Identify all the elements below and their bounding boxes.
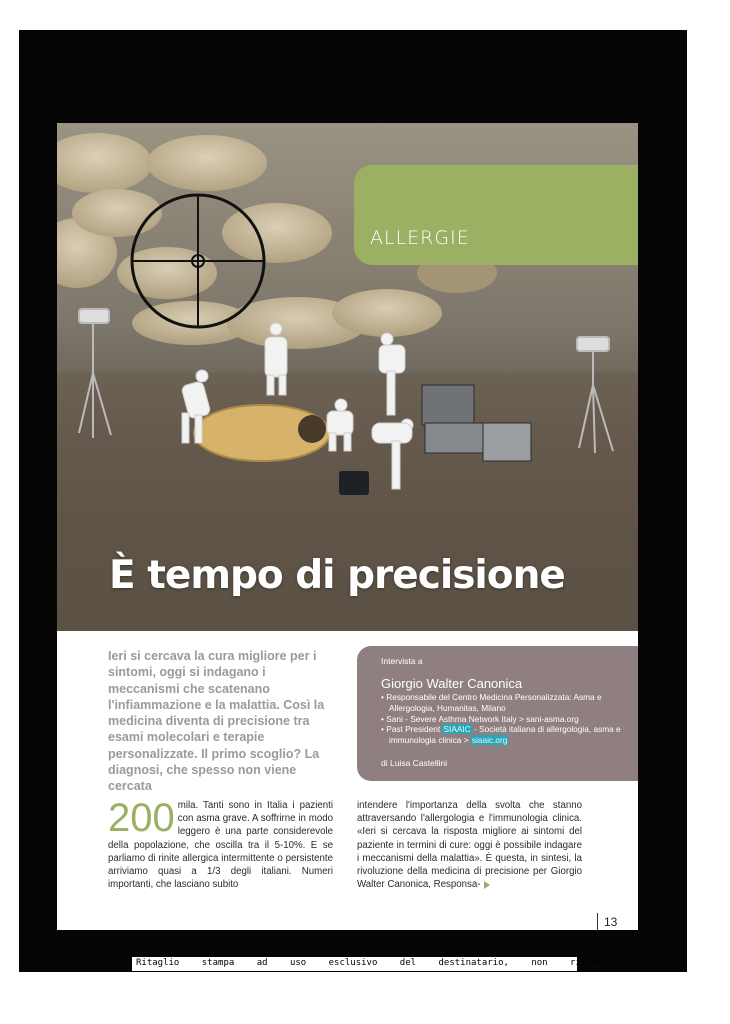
interview-box	[357, 646, 638, 781]
body-column-left	[108, 796, 333, 891]
role-item-past-president	[381, 724, 631, 746]
continue-arrow-icon	[484, 881, 490, 889]
role-item: • Sani - Severe Asthma Network Italy > sani-asma.org	[381, 713, 579, 724]
cover-photo	[57, 123, 638, 631]
crosshair-icon	[132, 195, 264, 327]
body-column-right	[357, 799, 582, 891]
siaaic-url-link[interactable]: siaaic.org	[471, 735, 508, 746]
siaaic-link[interactable]: SIAAIC	[443, 724, 471, 735]
drop-cap-number: 200	[108, 796, 175, 840]
category-tab	[354, 165, 638, 265]
byline: di Luisa Castellini	[381, 758, 448, 768]
interviewee-name: Giorgio Walter Canonica	[381, 676, 523, 691]
clipping-notice: Ritaglio stampa ad uso esclusivo del destinatario, non riproducibile.	[136, 958, 646, 968]
interview-intro: Intervista a	[381, 656, 423, 666]
page-number: 13	[604, 915, 618, 929]
page-number-rule	[597, 913, 598, 930]
role-item: • Responsabile del Centro Medicina Personalizzata: Asma e Allergologia, Humanitas, Milano	[381, 692, 602, 713]
interviewee-roles	[381, 692, 631, 746]
past-president-label: • Past President	[381, 724, 443, 735]
headline: È tempo di precisione	[109, 553, 565, 598]
siaaic-description: - Società italiana di allergologia, asma e immunologia clinica >	[389, 724, 621, 746]
magazine-page	[57, 123, 638, 930]
standfirst: Ieri si cercava la cura migliore per i sintomi, oggi si indagano i meccanismi che scatenano l'infiammazione e la malattia. Così la medicina diventa di precisione tra esami molecolari e terapie personalizzate. Il primo scoglio? La diagnosi, che spesso non viene cercata	[108, 649, 325, 794]
clipping-footer	[132, 957, 646, 971]
body-text-right: intendere l'importanza della svolta che stanno attraversando l'allergologia e l'immunologia clinica. «Ieri si cercava la risposta migliore ai sintomi del paziente in termini di cure: oggi è possibile indagare i meccanismi della malattia». È questa, in sintesi, la rivoluzione della medicina di precisione per Giorgio Walter Canonica, Responsa-	[357, 800, 582, 891]
category-label: ALLERGIE	[370, 227, 470, 249]
body-text-left: mila. Tanti sono in Italia i pazienti con asma grave. A soffrirne in modo leggero è una parte considerevole della popolazione, che oscilla tra il 5-10%. E se parliamo di rinite allergica intermittente o persistente arriviamo quasi a 1/3 degli italiani. Numeri importanti, che lasciano subito	[108, 800, 333, 891]
